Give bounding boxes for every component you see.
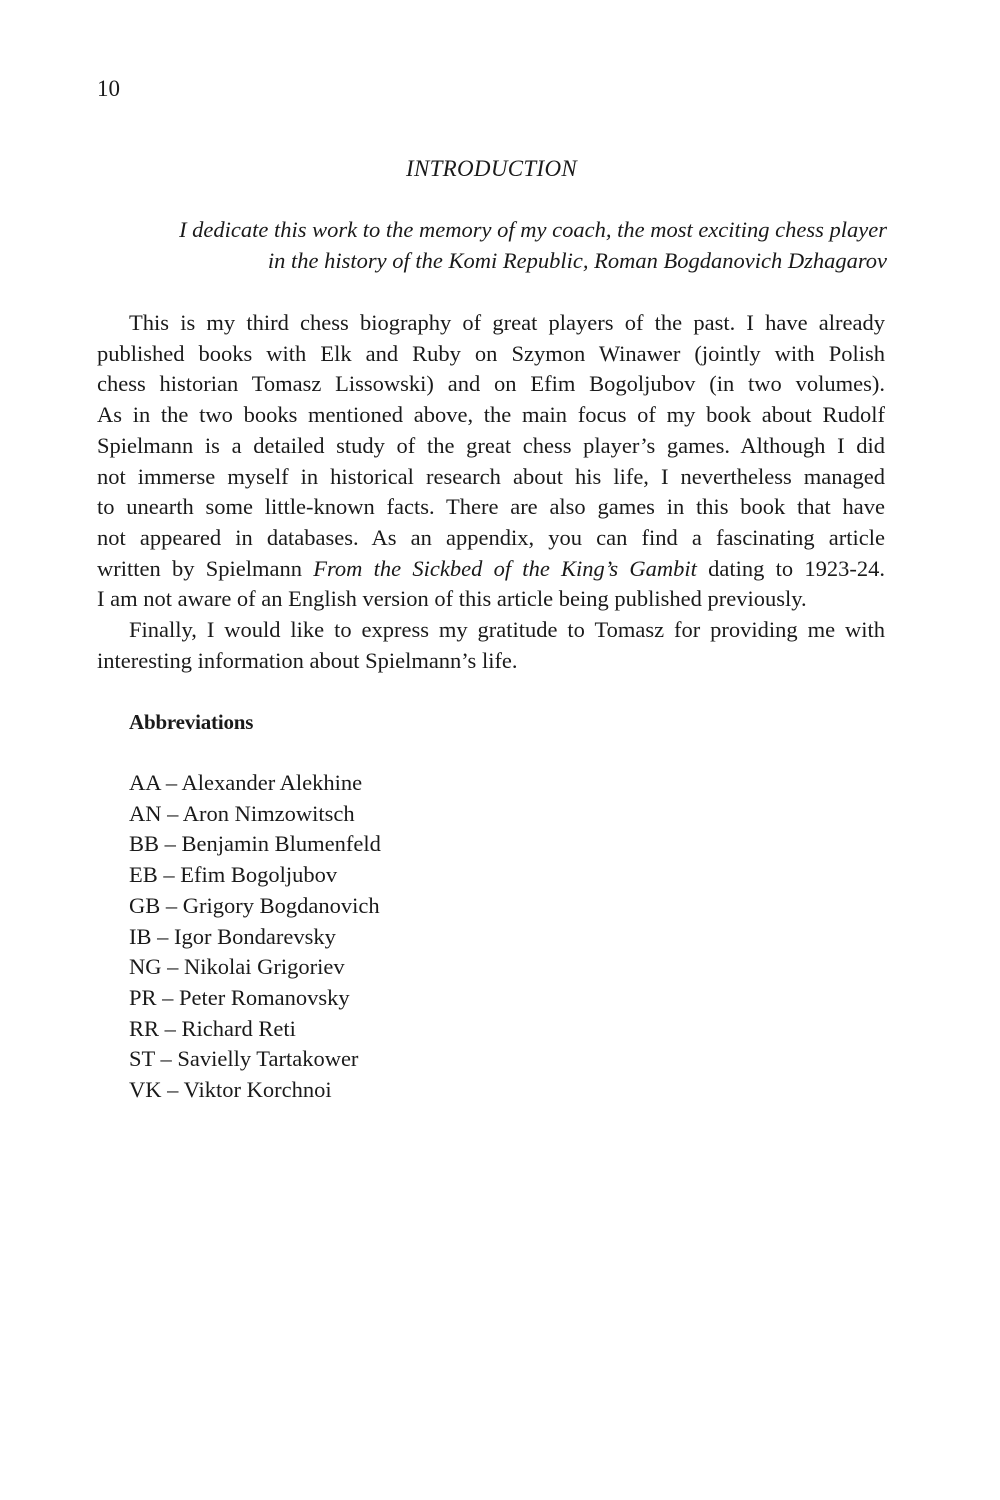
paragraph-1-line: This is my third chess biography of great players of the past. I have already <box>129 310 885 335</box>
paragraph-1-line: published books with Elk and Ruby on Szymon Winawer (jointly with Polish <box>97 340 885 366</box>
abbreviation-item: EB – Efim Bogoljubov <box>129 862 338 888</box>
dedication-line: in the history of the Komi Republic, Roman Bogdanovich Dzhagarov <box>267 247 887 273</box>
text-segment: dating to 1923-24. <box>696 555 885 581</box>
paragraph-1-line: As in the two books mentioned above, the main focus of my book about Rudolf <box>97 402 885 428</box>
abbreviation-item: IB – Igor Bondarevsky <box>129 923 336 949</box>
abbreviation-item: BB – Benjamin Blumenfeld <box>129 831 381 857</box>
page-number: 10 <box>97 76 120 101</box>
paragraph-1-line: to unearth some little-known facts. There are also games in this book that have <box>97 494 885 520</box>
paragraph-1-line: Spielmann is a detailed study of the great chess player’s games. Although I did <box>97 432 885 458</box>
paragraph-1-line <box>97 554 885 585</box>
chapter-title: INTRODUCTION <box>405 156 577 181</box>
paragraph-2-line: interesting information about Spielmann’s life. <box>97 647 518 673</box>
article-title: From the Sickbed of the King’s Gambit <box>313 555 697 581</box>
dedication <box>97 215 887 276</box>
abbreviation-item: AA – Alexander Alekhine <box>129 770 363 795</box>
text-segment: written by Spielmann <box>97 555 314 581</box>
abbreviation-item: PR – Peter Romanovsky <box>129 984 350 1010</box>
paragraph-2-line: Finally, I would like to express my gratitude to Tomasz for providing me with <box>129 617 885 643</box>
dedication-line: I dedicate this work to the memory of my coach, the most exciting chess player <box>179 217 887 242</box>
paragraph-1-line: chess historian Tomasz Lissowski) and on Efim Bogoljubov (in two volumes). <box>97 371 885 397</box>
abbreviations-heading: Abbreviations <box>129 710 254 734</box>
paragraph-1-line: not immerse myself in historical research about his life, I nevertheless managed <box>97 463 885 489</box>
abbreviations-list <box>129 768 381 1106</box>
abbreviation-item: ST – Savielly Tartakower <box>129 1046 359 1072</box>
abbreviation-item: RR – Richard Reti <box>129 1015 296 1041</box>
abbreviation-item: AN – Aron Nimzowitsch <box>129 800 355 826</box>
abbreviation-item: VK – Viktor Korchnoi <box>129 1077 332 1103</box>
paragraph-1-line: not appeared in databases. As an appendix, you can find a fascinating article <box>97 524 885 550</box>
abbreviation-item: GB – Grigory Bogdanovich <box>129 892 380 918</box>
abbreviation-item: NG – Nikolai Grigoriev <box>129 954 345 980</box>
paragraph-1-line: I am not aware of an English version of this article being published previously. <box>97 586 807 612</box>
body-text <box>97 308 885 676</box>
